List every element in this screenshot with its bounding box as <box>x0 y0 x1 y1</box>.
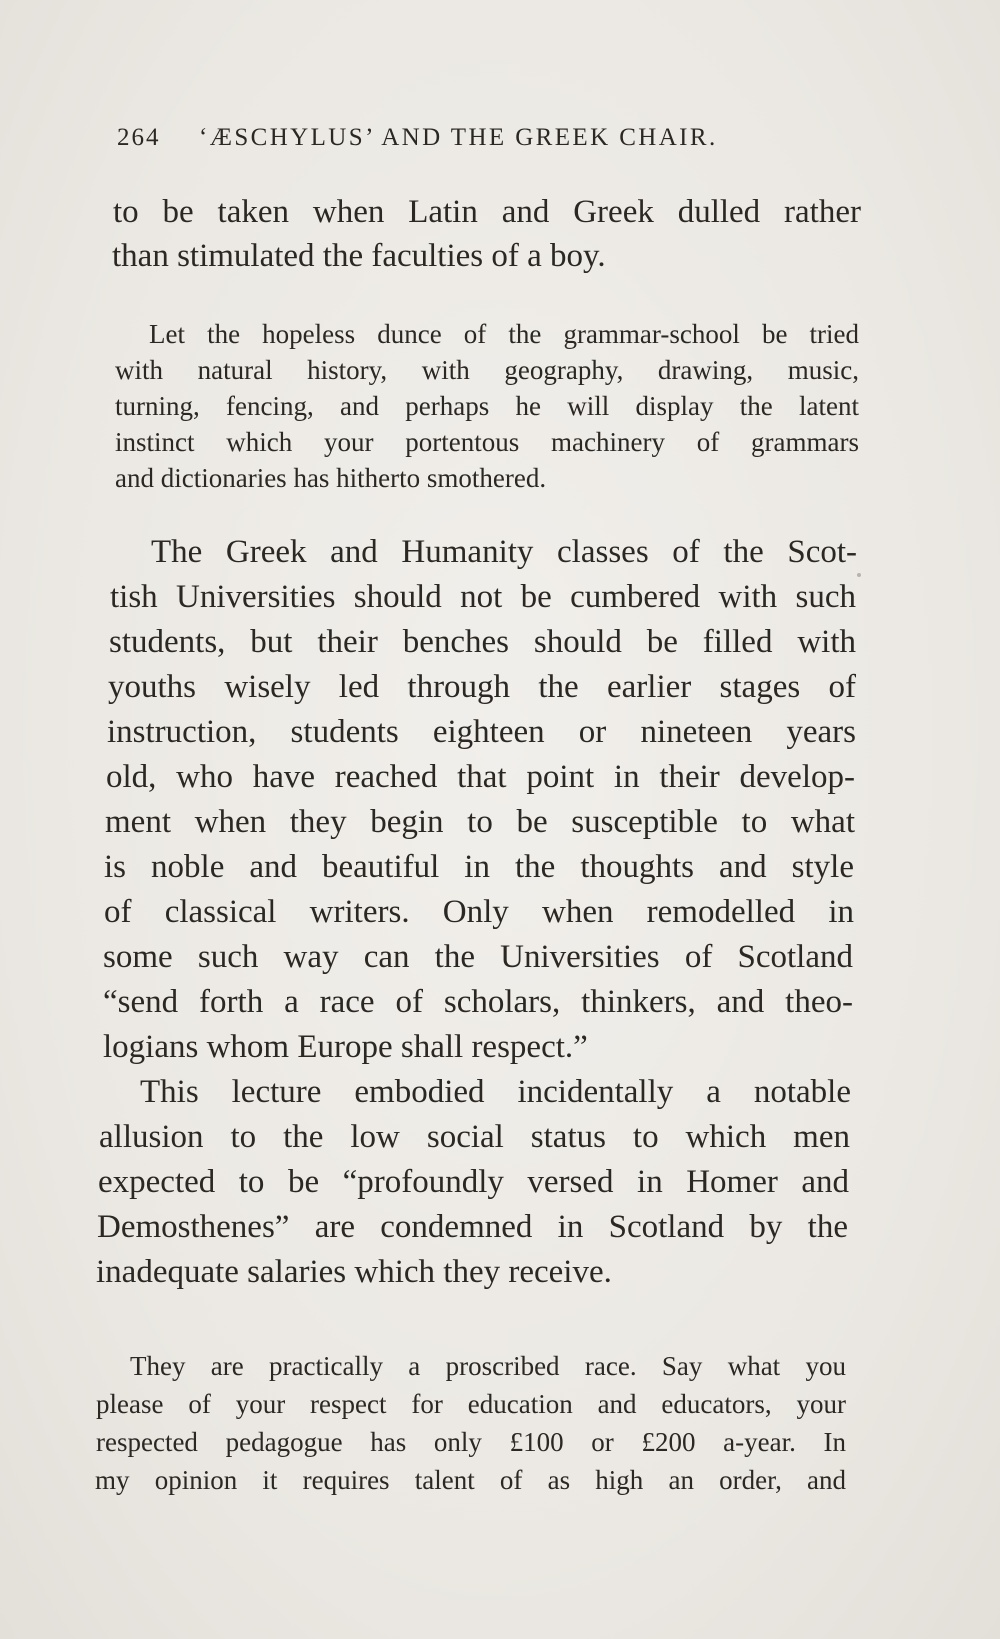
quote-text-line: They are practically a proscribed race. Say what you <box>130 1351 846 1381</box>
quote-text-line: please of your respect for education and educators, your <box>96 1389 846 1419</box>
body-text-line: Demosthenes” are condemned in Scotland by the <box>97 1209 848 1245</box>
quote-text-line: my opinion it requires talent of as high an order, and <box>95 1465 846 1495</box>
body-text-line: “send forth a race of scholars, thinkers, and theo- <box>103 984 853 1020</box>
body-text-line: instruction, students eighteen or nineteen years <box>107 714 856 750</box>
quote-text-line: Let the hopeless dunce of the grammar-school be tried <box>149 319 859 349</box>
quote-text-line: turning, fencing, and perhaps he will display the latent <box>115 391 859 421</box>
quote-text-line: with natural history, with geography, drawing, music, <box>115 355 859 385</box>
body-text-line: allusion to the low social status to which men <box>99 1119 850 1155</box>
body-text-line: expected to be “profoundly versed in Homer and <box>98 1164 849 1200</box>
body-text-line: logians whom Europe shall respect.” <box>103 1029 588 1065</box>
body-text-line: This lecture embodied incidentally a notable <box>140 1074 851 1110</box>
quote-text-line: respected pedagogue has only £100 or £200 a-year. In <box>96 1427 846 1457</box>
body-text-line: youths wisely led through the earlier stages of <box>108 669 856 705</box>
quote-text-line: and dictionaries has hitherto smothered. <box>115 463 547 493</box>
body-text-line: to be taken when Latin and Greek dulled rather <box>113 194 861 230</box>
body-text-line: inadequate salaries which they receive. <box>96 1254 612 1290</box>
running-head-title: ‘ÆSCHYLUS’ AND THE GREEK CHAIR. <box>199 124 718 151</box>
body-text-line: tish Universities should not be cumbered with such <box>110 579 856 615</box>
body-text-line: of classical writers. Only when remodelled in <box>104 894 854 930</box>
quote-text-line: instinct which your portentous machinery of grammars <box>115 427 859 457</box>
body-text-line: ment when they begin to be susceptible to what <box>105 804 855 840</box>
body-text-line: some such way can the Universities of Scotland <box>103 939 853 975</box>
body-text-line: than stimulated the faculties of a boy. <box>112 238 606 274</box>
body-text-line: The Greek and Humanity classes of the Scot- <box>151 534 857 570</box>
ink-speck <box>857 573 861 577</box>
body-text-line: students, but their benches should be filled with <box>109 624 856 660</box>
body-text-line: is noble and beautiful in the thoughts and style <box>104 849 854 885</box>
running-head <box>117 124 817 164</box>
page-number: 264 <box>117 124 161 151</box>
body-text-line: old, who have reached that point in their develop- <box>106 759 855 795</box>
